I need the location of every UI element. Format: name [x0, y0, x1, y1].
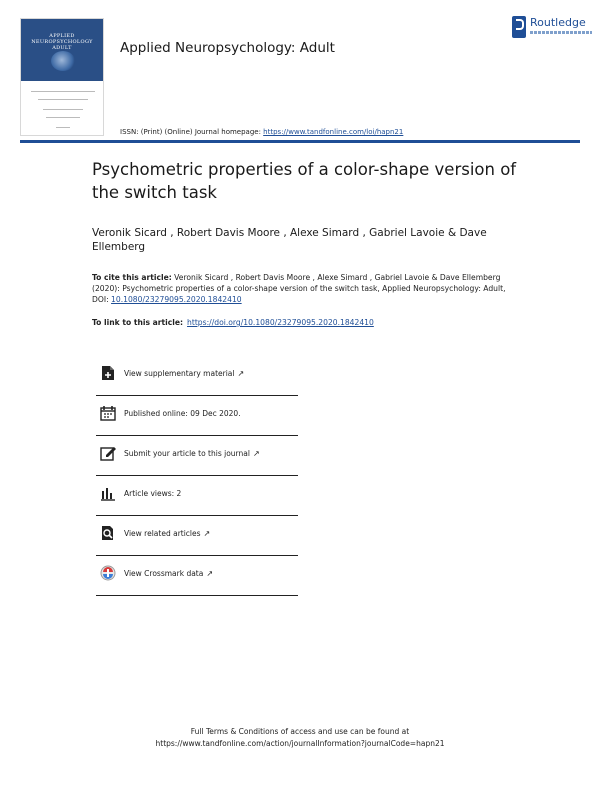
cover-title-line: ADULT — [52, 45, 72, 51]
action-label: Published online: 09 Dec 2020. — [124, 409, 241, 418]
action-label: View Crossmark data — [124, 569, 204, 578]
article-title: Psychometric properties of a color-shape version of the switch task — [92, 160, 517, 202]
bar-chart-icon — [100, 485, 116, 501]
journal-homepage-link[interactable]: https://www.tandfonline.com/loi/hapn21 — [263, 128, 404, 136]
header-divider — [20, 140, 580, 143]
crossmark-icon — [100, 565, 116, 581]
citation-doi-link[interactable]: 10.1080/23279095.2020.1842410 — [111, 295, 242, 304]
cover-text-line — [43, 109, 83, 110]
external-link-icon: ↗ — [237, 369, 245, 378]
action-crossmark[interactable] — [96, 556, 298, 596]
supplementary-icon — [100, 365, 116, 381]
article-link-label: To link to this article: — [92, 318, 184, 327]
action-views — [96, 476, 298, 516]
article-authors: Veronik Sicard , Robert Davis Moore , Alexe Simard , Gabriel Lavoie & Dave Ellemberg — [92, 227, 487, 253]
publisher-name: Routledge — [530, 16, 586, 29]
routledge-r-icon — [512, 16, 526, 38]
external-link-icon: ↗ — [252, 449, 260, 458]
citation-text: Veronik Sicard , Robert Davis Moore , Alexe Simard , Gabriel Lavoie & Dave Ellemberg (2020): Psychometric properties of a color-shape version of the switch task, Applied Neuropsychology: Adult, DOI: — [92, 273, 506, 304]
cover-text-line — [56, 127, 70, 128]
cover-text-line — [38, 99, 88, 100]
cover-brain-image — [51, 51, 75, 71]
journal-name[interactable]: Applied Neuropsychology: Adult — [120, 40, 335, 56]
article-doi-link[interactable]: https://doi.org/10.1080/23279095.2020.1842410 — [187, 318, 374, 327]
action-related[interactable] — [96, 516, 298, 556]
cover-title-line: NEUROPSYCHOLOGY — [31, 39, 93, 45]
action-label: View supplementary material — [124, 369, 235, 378]
citation-label: To cite this article: — [92, 273, 172, 282]
calendar-icon — [100, 405, 116, 421]
action-label: Submit your article to this journal — [124, 449, 250, 458]
external-link-icon: ↗ — [203, 529, 211, 538]
action-published — [96, 396, 298, 436]
footer — [0, 726, 600, 750]
cover-text-line — [46, 117, 80, 118]
cover-title-line: APPLIED — [49, 33, 75, 39]
article-link-block — [92, 318, 512, 327]
footer-terms-link[interactable]: https://www.tandfonline.com/action/journalInformation?journalCode=hapn21 — [155, 739, 445, 748]
routledge-logo[interactable] — [512, 16, 592, 46]
edit-icon — [100, 445, 116, 461]
cover-text-line — [31, 91, 95, 92]
action-label: Article views: 2 — [124, 489, 182, 498]
footer-terms-text: Full Terms & Conditions of access and use can be found at — [190, 727, 410, 736]
issn-text: ISSN: (Print) (Online) Journal homepage: — [120, 128, 264, 136]
publisher-tagline — [530, 31, 592, 34]
cover-title — [21, 33, 103, 51]
citation-block — [92, 272, 512, 305]
action-label: View related articles — [124, 529, 201, 538]
action-supplementary[interactable] — [96, 356, 298, 396]
external-link-icon: ↗ — [206, 569, 214, 578]
journal-cover[interactable] — [20, 18, 104, 136]
action-submit[interactable] — [96, 436, 298, 476]
search-doc-icon — [100, 525, 116, 541]
issn-line — [120, 128, 403, 136]
